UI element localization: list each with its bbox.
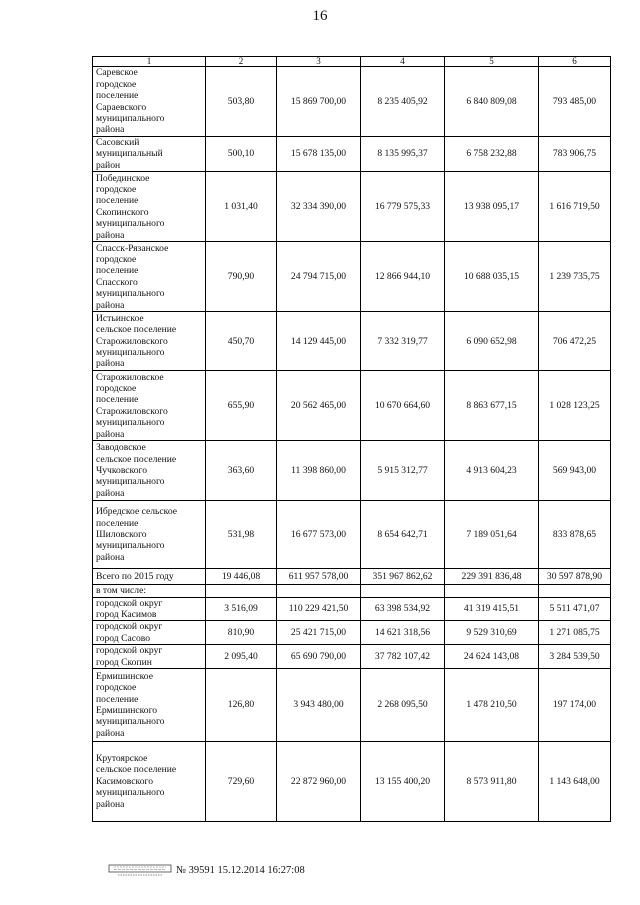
cell-value: 363,60 xyxy=(206,441,277,501)
cell-value: 1 616 719,50 xyxy=(539,172,611,242)
cell-value: 37 782 107,42 xyxy=(361,645,445,669)
cell-value: 4 913 604,23 xyxy=(445,441,539,501)
cell-value: 65 690 790,00 xyxy=(277,645,361,669)
column-header: 3 xyxy=(277,57,361,67)
cell-value: 126,80 xyxy=(206,669,277,742)
cell-value: 3 943 480,00 xyxy=(277,669,361,742)
cell-value: 450,70 xyxy=(206,312,277,371)
cell-value: 729,60 xyxy=(206,742,277,822)
cell-value: 2 095,40 xyxy=(206,645,277,669)
cell-value xyxy=(206,585,277,597)
cell-value xyxy=(277,585,361,597)
cell-value xyxy=(361,585,445,597)
document-footer xyxy=(108,862,408,882)
cell-value xyxy=(539,585,611,597)
table-row xyxy=(93,441,611,501)
column-header: 4 xyxy=(361,57,445,67)
data-table xyxy=(92,56,611,822)
cell-value: 783 906,75 xyxy=(539,137,611,172)
cell-value: 8 573 911,80 xyxy=(445,742,539,822)
cell-value: 8 235 405,92 xyxy=(361,67,445,137)
cell-value: 15 678 135,00 xyxy=(277,137,361,172)
document-stamp-icon xyxy=(108,864,172,878)
cell-value: 25 421 715,00 xyxy=(277,621,361,645)
row-name: Сасовский муниципальный район xyxy=(93,137,206,172)
cell-value: 5 511 471,07 xyxy=(539,597,611,621)
cell-value: 8 135 995,37 xyxy=(361,137,445,172)
row-name: Ибредское сельское поселение Шиловского муниципального района xyxy=(93,501,206,569)
cell-value: 810,90 xyxy=(206,621,277,645)
cell-value: 32 334 390,00 xyxy=(277,172,361,242)
cell-value: 15 869 700,00 xyxy=(277,67,361,137)
cell-value: 531,98 xyxy=(206,501,277,569)
cell-value: 8 863 677,15 xyxy=(445,371,539,441)
cell-value: 12 866 944,10 xyxy=(361,242,445,312)
cell-value: 8 654 642,71 xyxy=(361,501,445,569)
cell-value: 16 677 573,00 xyxy=(277,501,361,569)
cell-value: 1 028 123,25 xyxy=(539,371,611,441)
table-row xyxy=(93,585,611,597)
cell-value: 503,80 xyxy=(206,67,277,137)
cell-value: 6 840 809,08 xyxy=(445,67,539,137)
row-name: Саревское городское поселение Сараевского муниципального района xyxy=(93,67,206,137)
cell-value: 7 189 051,64 xyxy=(445,501,539,569)
cell-value: 24 794 715,00 xyxy=(277,242,361,312)
cell-value: 63 398 534,92 xyxy=(361,597,445,621)
table-row xyxy=(93,669,611,742)
cell-value: 14 621 318,56 xyxy=(361,621,445,645)
cell-value: 197 174,00 xyxy=(539,669,611,742)
row-name: Всего по 2015 году xyxy=(93,569,206,585)
cell-value: 1 271 085,75 xyxy=(539,621,611,645)
cell-value: 793 485,00 xyxy=(539,67,611,137)
cell-value: 22 872 960,00 xyxy=(277,742,361,822)
row-name: Крутоярское сельское поселение Касимовского муниципального района xyxy=(93,742,206,822)
page-number: 16 xyxy=(312,8,328,24)
cell-value: 30 597 878,90 xyxy=(539,569,611,585)
cell-value: 6 758 232,88 xyxy=(445,137,539,172)
cell-value: 3 516,09 xyxy=(206,597,277,621)
cell-value: 16 779 575,33 xyxy=(361,172,445,242)
row-name: городской округ город Сасово xyxy=(93,621,206,645)
cell-value: 10 688 035,15 xyxy=(445,242,539,312)
cell-value: 611 957 578,00 xyxy=(277,569,361,585)
column-header: 2 xyxy=(206,57,277,67)
row-name: Заводовское сельское поселение Чучковского муниципального района xyxy=(93,441,206,501)
cell-value: 24 624 143,08 xyxy=(445,645,539,669)
cell-value: 13 155 400,20 xyxy=(361,742,445,822)
row-name: в том числе: xyxy=(93,585,206,597)
table-row xyxy=(93,242,611,312)
table-header-row xyxy=(93,57,611,67)
cell-value: 110 229 421,50 xyxy=(277,597,361,621)
cell-value: 500,10 xyxy=(206,137,277,172)
table-row xyxy=(93,172,611,242)
row-name: Истьинское сельское поселение Старожиловского муниципального района xyxy=(93,312,206,371)
cell-value: 1 031,40 xyxy=(206,172,277,242)
cell-value: 229 391 836,48 xyxy=(445,569,539,585)
cell-value: 1 239 735,75 xyxy=(539,242,611,312)
cell-value: 2 268 095,50 xyxy=(361,669,445,742)
cell-value: 706 472,25 xyxy=(539,312,611,371)
cell-value: 10 670 664,60 xyxy=(361,371,445,441)
cell-value: 1 143 648,00 xyxy=(539,742,611,822)
cell-value: 3 284 539,50 xyxy=(539,645,611,669)
row-name: Спасск-Рязанское городское поселение Спасского муниципального района xyxy=(93,242,206,312)
cell-value: 833 878,65 xyxy=(539,501,611,569)
cell-value: 5 915 312,77 xyxy=(361,441,445,501)
cell-value: 6 090 652,98 xyxy=(445,312,539,371)
table-row xyxy=(93,371,611,441)
table-row xyxy=(93,137,611,172)
cell-value: 14 129 445,00 xyxy=(277,312,361,371)
cell-value: 7 332 319,77 xyxy=(361,312,445,371)
row-name: городской округ город Скопин xyxy=(93,645,206,669)
cell-value: 41 319 415,51 xyxy=(445,597,539,621)
table-row xyxy=(93,312,611,371)
document-reference: № 39591 15.12.2014 16:27:08 xyxy=(176,865,305,876)
column-header: 1 xyxy=(93,57,206,67)
row-name: Старожиловское городское поселение Старожиловского муниципального района xyxy=(93,371,206,441)
table-row xyxy=(93,67,611,137)
cell-value: 11 398 860,00 xyxy=(277,441,361,501)
row-name: Побединское городское поселение Скопинского муниципального района xyxy=(93,172,206,242)
table-row xyxy=(93,597,611,621)
cell-value: 13 938 095,17 xyxy=(445,172,539,242)
cell-value: 19 446,08 xyxy=(206,569,277,585)
table-row xyxy=(93,645,611,669)
row-name: Ермишинское городское поселение Ермишинского муниципального района xyxy=(93,669,206,742)
table-row xyxy=(93,501,611,569)
column-header: 6 xyxy=(539,57,611,67)
cell-value: 790,90 xyxy=(206,242,277,312)
table-row-total xyxy=(93,569,611,585)
cell-value: 655,90 xyxy=(206,371,277,441)
table-row xyxy=(93,621,611,645)
row-name: городской округ город Касимов xyxy=(93,597,206,621)
column-header: 5 xyxy=(445,57,539,67)
cell-value: 351 967 862,62 xyxy=(361,569,445,585)
cell-value xyxy=(445,585,539,597)
table-row xyxy=(93,742,611,822)
cell-value: 569 943,00 xyxy=(539,441,611,501)
cell-value: 1 478 210,50 xyxy=(445,669,539,742)
cell-value: 9 529 310,69 xyxy=(445,621,539,645)
cell-value: 20 562 465,00 xyxy=(277,371,361,441)
